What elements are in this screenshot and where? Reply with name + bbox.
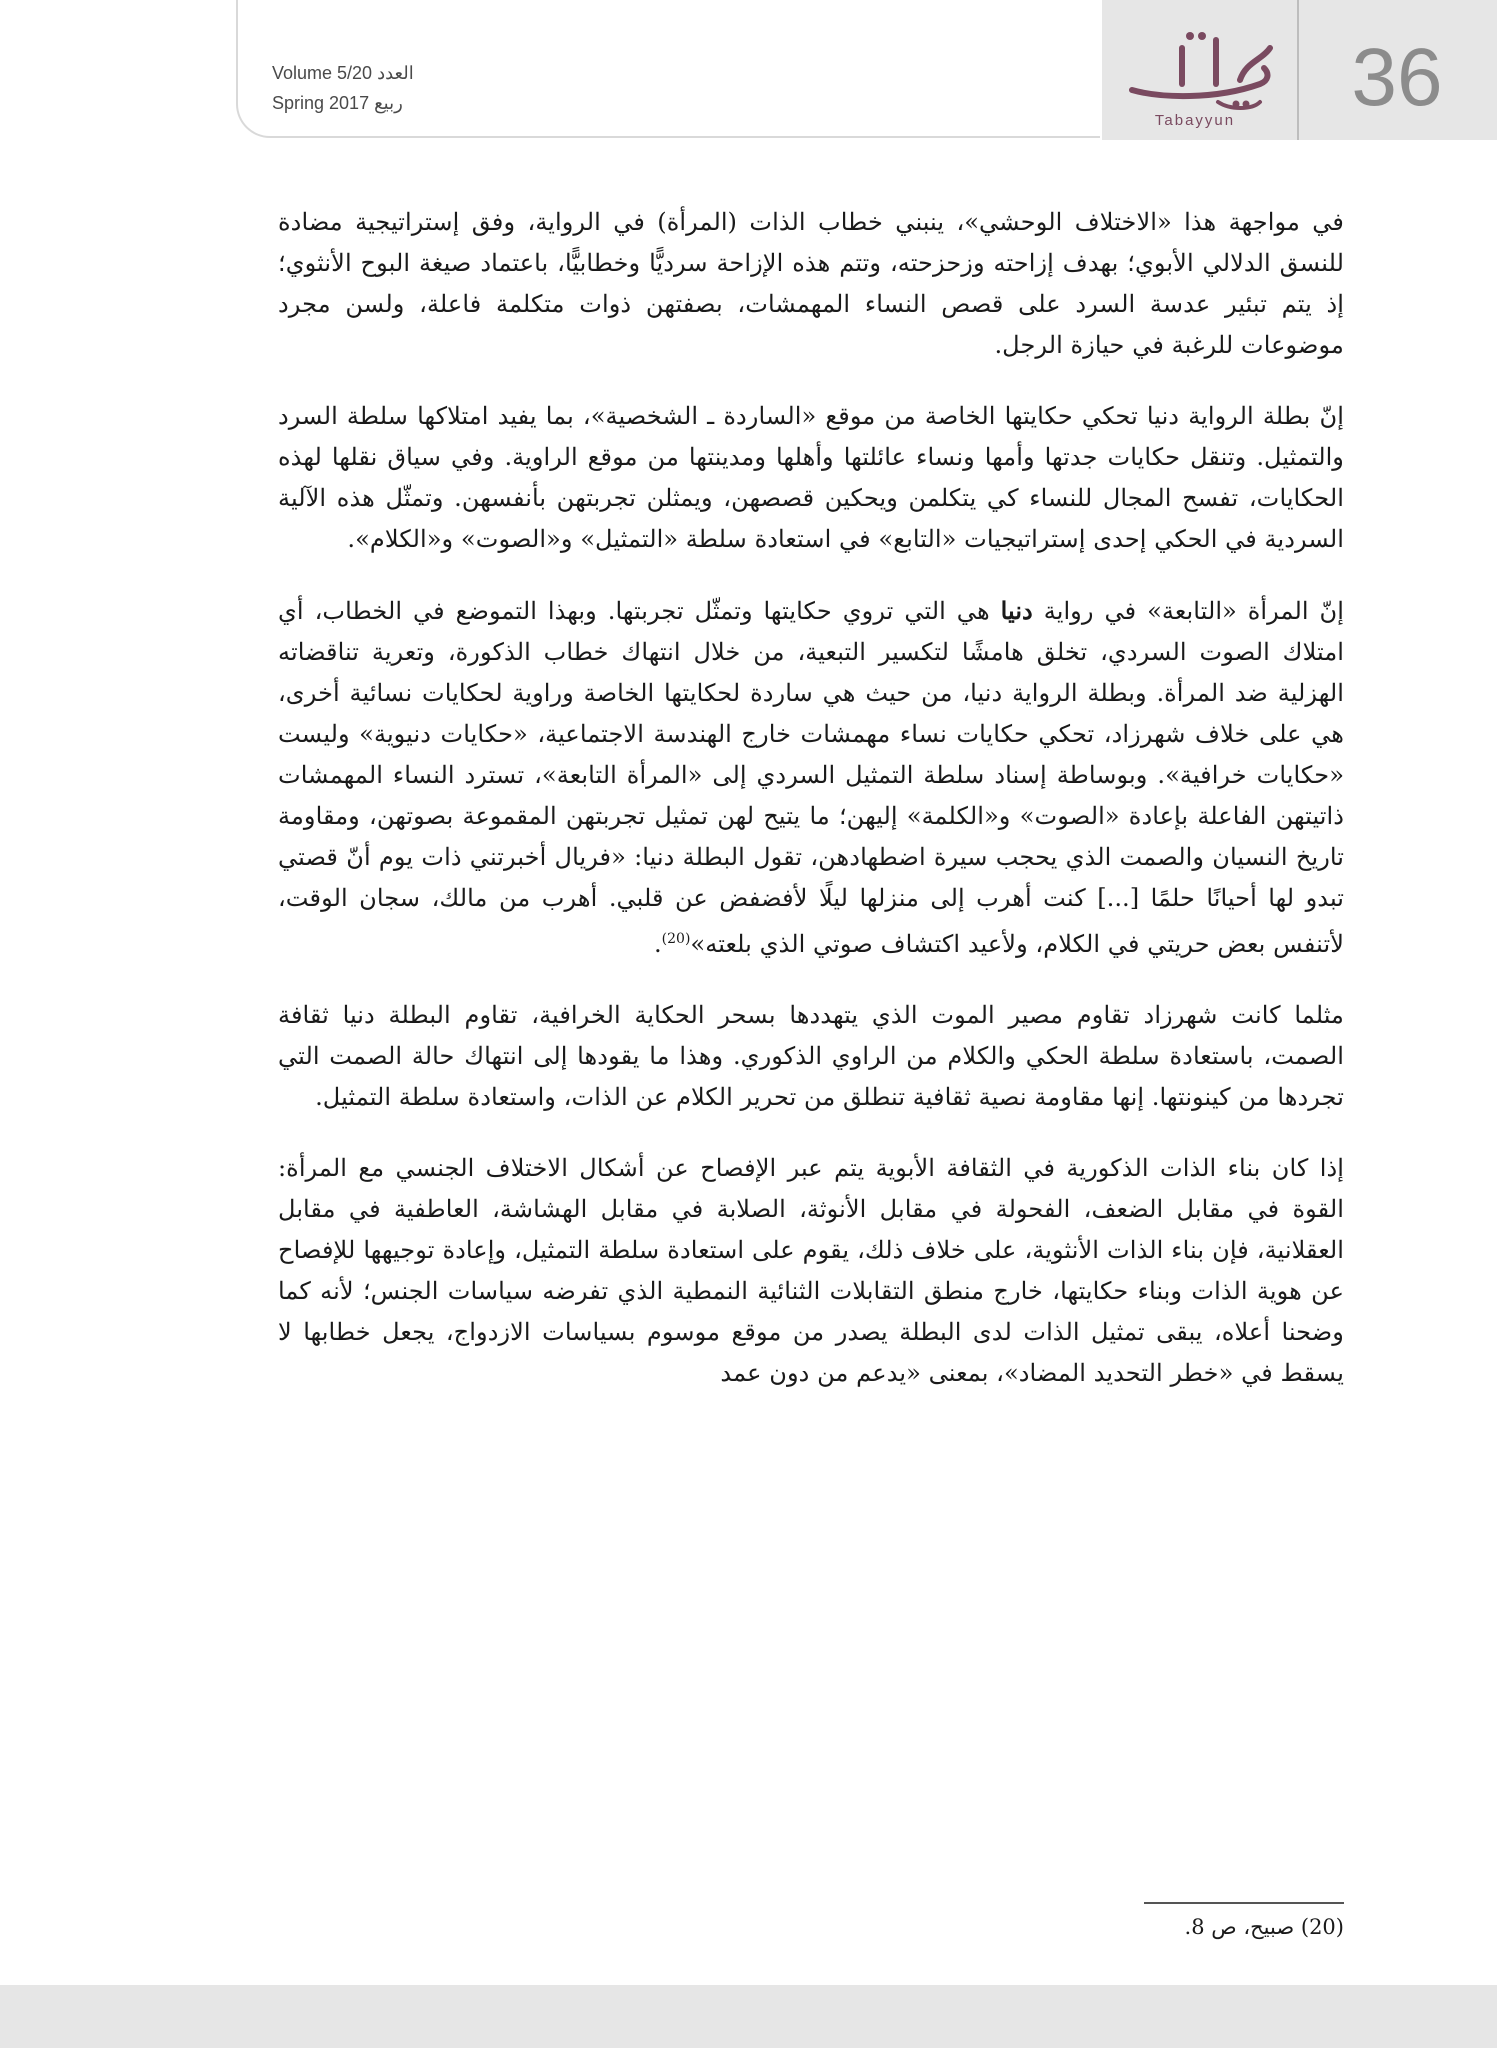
footer-band (0, 1985, 1497, 2048)
logo-latin-text: Tabayyun (1154, 112, 1236, 129)
page-number: 36 (1351, 32, 1443, 123)
header-divider (1297, 0, 1299, 140)
paragraph-1: في مواجهة هذا «الاختلاف الوحشي»، ينبني خطاب الذات (المرأة) في الرواية، وفق إستراتيجية مضادة للنسق الدلالي الأبوي؛ بهدف إزاحته وزحزحته، وتتم هذه الإزاحة سرديًّا وخطابيًّا، باعتماد صيغة البوح الأنثوي؛ إذ يتم تبئير عدسة السرد على قصص النساء المهمشات، بصفتهن ذوات متكلمة فاعلة، ولسن مجرد موضوعات للرغبة في حيازة الرجل. (278, 208, 1344, 359)
footnote-ref: (20) (661, 931, 691, 947)
paragraph-2: إنّ بطلة الرواية دنيا تحكي حكايتها الخاصة من موقع «الساردة ـ الشخصية»، بما يفيد امتلاكها سلطة السرد والتمثيل. وتنقل حكايات جدتها وأمها ونساء عائلتها وأهلها ومدينتها من موقع الراوية. وفي سياق نقلها لهذه الحكايات، تفسح المجال للنساء كي يتكلمن ويحكين قصصهن، ويمثلن تجربتهن بأنفسهن. وتمثّل هذه الآلية السردية في الحكي إحدى إستراتيجيات «التابع» في استعادة سلطة «التمثيل» و«الصوت» و«الكلام». (278, 402, 1344, 553)
footnote-rule (1144, 1902, 1344, 1904)
logo-calligraphy-icon (1120, 18, 1290, 113)
journal-logo (1120, 18, 1290, 133)
paragraph-5: إذا كان بناء الذات الذكورية في الثقافة الأبوية يتم عبر الإفصاح عن أشكال الاختلاف الجنسي مع المرأة: القوة في مقابل الضعف، الفحولة في مقابل الأنوثة، الصلابة في مقابل الهشاشة، العاطفية في مقابل العقلانية، فإن بناء الذات الأنثوية، على خلاف ذلك، يقوم على استعادة سلطة التمثيل، وإعادة توجيهها للإفصاح عن هوية الذات وبناء حكايتها، خارج منطق التقابلات الثنائية النمطية الذي تفرضه سياسات الجنس؛ لأنه كما وضحنا أعلاه، يبقى تمثيل الذات لدى البطلة يصدر من موقع موسوم بسياسات الازدواج، يجعل خطابها لا يسقط في «خطر التحديد المضاد»، بمعنى «يدعم من دون عمد (278, 1154, 1344, 1388)
paragraph-4: مثلما كانت شهرزاد تقاوم مصير الموت الذي يتهددها بسحر الحكاية الخرافية، تقاوم البطلة دنيا ثقافة الصمت، باستعادة سلطة الحكي والكلام من الراوي الذكوري. وهذا ما يقودها إلى انتهاك حالة الصمت التي تجردها من كينونتها. إنها مقاومة نصية ثقافية تنطلق من تحرير الكلام عن الذات، واستعادة سلطة التمثيل. (278, 1001, 1344, 1112)
article-body (278, 202, 1344, 1882)
paragraph-3-rest: هي التي تروي حكايتها وتمثّل تجربتها. وبهذا التموضع في الخطاب، أي امتلاك الصوت السردي، تخلق هامشًا لتكسير التبعية، من خلال انتهاك خطاب الذكورة، وتعرية تناقضاته الهزلية ضد المرأة. وبطلة الرواية دنيا، من حيث هي ساردة لحكايتها الخاصة وراوية لحكايات نسائية أخرى، هي على خلاف شهرزاد، تحكي حكايات نساء مهمشات خارج الهندسة الاجتماعية، «حكايات دنيوية» وليست «حكايات خرافية». وبوساطة إسناد سلطة التمثيل السردي إلى «المرأة التابعة»، تسترد النساء المهمشات ذاتيتهن الفاعلة بإعادة «الصوت» و«الكلمة» إليهن؛ ما يتيح لهن تمثيل تجربتهن المقموعة بصوتهن، ومقاومة تاريخ النسيان والصمت الذي يحجب سيرة اضطهادهن، تقول البطلة دنيا: «فريال أخبرتني ذات يوم أنّ قصتي تبدو لها أحيانًا حلمًا [...] كنت أهرب إلى منزلها ليلًا لأفضفض عن قلبي. أهرب من مالك، سجان الوقت، لأتنفس بعض حريتي في الكلام، ولأعيد اكتشاف صوتي الذي بلعته» (278, 597, 1344, 959)
novel-title: دنيا (1000, 596, 1033, 625)
paragraph-3-start: إنّ المرأة «التابعة» في رواية (1032, 597, 1344, 625)
paragraph-3-end: . (653, 930, 662, 959)
footnote: (20) صبيح، ص 8. (1184, 1915, 1344, 1939)
season-line: Spring 2017 ربيع (272, 93, 403, 113)
issue-info (272, 58, 492, 118)
volume-line: Volume 5/20 العدد (272, 63, 414, 83)
paragraph-3 (278, 590, 1344, 965)
